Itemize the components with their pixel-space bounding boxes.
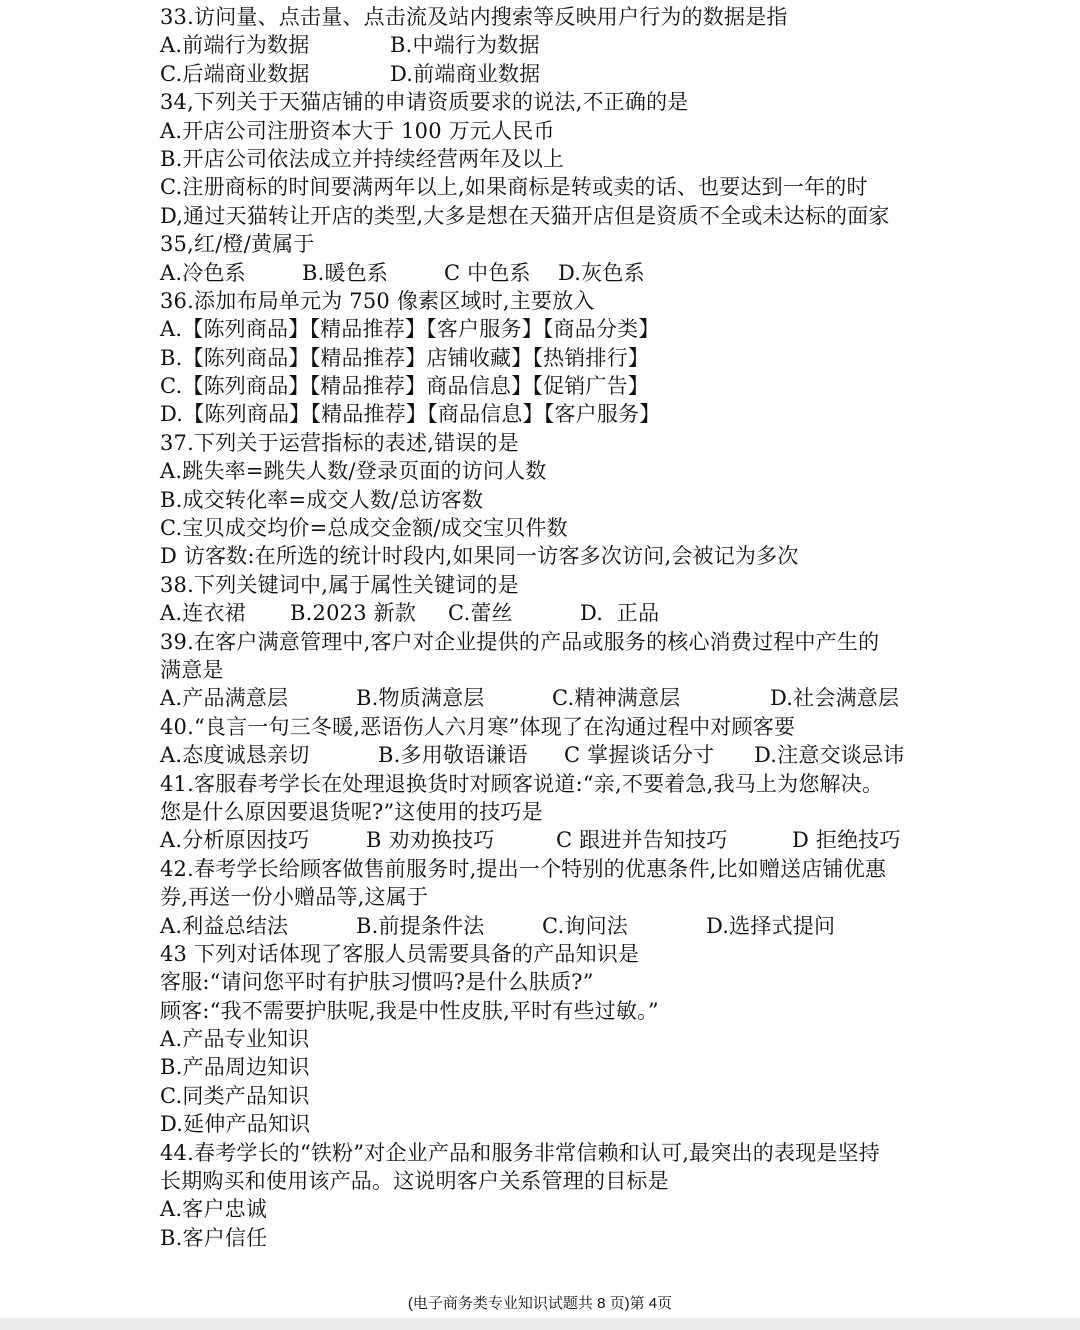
question-34-stem: 34,下列关于天猫店铺的申请资质要求的说法,不正确的是	[160, 90, 689, 115]
q38-option-c: C.蕾丝	[448, 601, 513, 626]
q36-option-a: A.【陈列商品】【精品推荐】【客户服务】【商品分类】	[160, 317, 660, 342]
q43-option-a: A.产品专业知识	[160, 1027, 310, 1052]
question-40-options	[160, 741, 960, 769]
question-42-options	[160, 912, 960, 940]
q39-option-b: B.物质满意层	[356, 686, 485, 711]
q37-option-d: D 访客数:在所选的统计时段内,如果同一访客多次访问,会被记为多次	[160, 544, 799, 569]
q42-option-c: C.询问法	[542, 913, 628, 938]
question-39-stem-line2: 满意是	[160, 657, 224, 682]
q39-option-a: A.产品满意层	[160, 686, 289, 711]
question-35-stem: 35,红/橙/黄属于	[160, 232, 315, 257]
q41-option-a: A.分析原因技巧	[160, 828, 310, 853]
question-41-options	[160, 826, 960, 854]
q34-option-d: D,通过天猫转让开店的类型,大多是想在天猫开店但是资质不全或未达标的面家	[160, 203, 890, 228]
question-33-stem: 33.访问量、点击量、点击流及站内搜索等反映用户行为的数据是指	[160, 5, 788, 29]
q33-option-b: B.中端行为数据	[390, 33, 540, 58]
q40-option-c: C 掌握谈话分寸	[564, 743, 715, 768]
q35-option-c: C 中色系	[444, 260, 531, 285]
question-44-stem-line2: 长期购买和使用该产品。这说明客户关系管理的目标是	[160, 1169, 669, 1194]
q35-option-d: D.灰色系	[558, 260, 645, 285]
question-33-options-row1	[160, 31, 960, 59]
q43-option-d: D.延伸产品知识	[160, 1112, 311, 1137]
question-36-stem: 36.添加布局单元为 750 像素区域时,主要放入	[160, 288, 595, 313]
q38-option-a: A.连衣裙	[160, 601, 246, 626]
q41-option-b: B 劝劝换技巧	[366, 828, 495, 853]
question-43-stem: 43 下列对话体现了客服人员需要具备的产品知识是	[160, 941, 640, 966]
q34-option-b: B.开店公司依法成立并持续经营两年及以上	[160, 146, 565, 171]
question-35-options	[160, 259, 960, 287]
q35-option-a: A.冷色系	[160, 260, 246, 285]
q36-option-d: D.【陈列商品】【精品推荐】【商品信息】【客户服务】	[160, 402, 661, 427]
page-footer: (电子商务类专业知识试题共 8 页)第 4页	[407, 1295, 673, 1312]
q40-option-a: A.态度诚恳亲切	[160, 743, 310, 768]
question-39-stem-line1: 39.在客户满意管理中,客户对企业提供的产品或服务的核心消费过程中产生的	[160, 629, 880, 654]
question-43-dialog-customer: 顾客:“我不需要护肤呢,我是中性皮肤,平时有些过敏。”	[160, 998, 659, 1023]
question-44-stem-line1: 44.春考学长的“铁粉”对企业产品和服务非常信赖和认可,最突出的表现是坚持	[160, 1140, 880, 1165]
q41-option-d: D 拒绝技巧	[792, 828, 901, 853]
question-40-stem: 40.“良言一句三冬暖,恶语伤人六月寒”体现了在沟通过程中对顾客要	[160, 714, 796, 739]
q33-option-a: A.前端行为数据	[160, 33, 310, 58]
q38-option-d: D. 正品	[580, 601, 660, 626]
q43-option-b: B.产品周边知识	[160, 1055, 310, 1080]
q37-option-c: C.宝贝成交均价=总成交金额/成交宝贝件数	[160, 516, 568, 541]
q39-option-c: C.精神满意层	[552, 686, 681, 711]
q38-option-b: B.2023 新款	[290, 601, 417, 626]
question-38-stem: 38.下列关键词中,属于属性关键词的是	[160, 572, 519, 597]
q36-option-b: B.【陈列商品】【精品推荐】店铺收藏】【热销排行】	[160, 345, 650, 370]
q40-option-d: D.注意交谈忌讳	[754, 743, 905, 768]
q37-option-b: B.成交转化率=成交人数/总访客数	[160, 487, 484, 512]
q40-option-b: B.多用敬语谦语	[378, 743, 528, 768]
bottom-edge-strip	[0, 1318, 1080, 1330]
question-41-stem-line1: 41.客服春考学长在处理退换货时对顾客说道:“亲,不要着急,我马上为您解决。	[160, 771, 884, 796]
q35-option-b: B.暖色系	[302, 260, 389, 285]
exam-page	[160, 3, 960, 1252]
q42-option-d: D.选择式提问	[706, 913, 836, 938]
question-41-stem-line2: 您是什么原因要退货呢?”这使用的技巧是	[160, 799, 543, 824]
q44-option-a: A.客户忠诚	[160, 1197, 268, 1222]
question-38-options	[160, 599, 960, 627]
q34-option-c: C.注册商标的时间要满两年以上,如果商标是转或卖的话、也要达到一年的时	[160, 175, 868, 200]
question-33-options-row2	[160, 60, 960, 88]
question-39-options	[160, 684, 960, 712]
q39-option-d: D.社会满意层	[770, 686, 900, 711]
q37-option-a: A.跳失率=跳失人数/登录页面的访问人数	[160, 459, 547, 484]
q33-option-c: C.后端商业数据	[160, 61, 310, 86]
q42-option-b: B.前提条件法	[356, 913, 485, 938]
q41-option-c: C 跟进并告知技巧	[556, 828, 728, 853]
q36-option-c: C.【陈列商品】【精品推荐】商品信息】【促销广告】	[160, 374, 649, 399]
q34-option-a: A.开店公司注册资本大于 100 万元人民币	[160, 118, 555, 143]
question-43-dialog-service: 客服:“请问您平时有护肤习惯吗?是什么肤质?”	[160, 970, 594, 995]
question-37-stem: 37.下列关于运营指标的表述,错误的是	[160, 430, 519, 455]
question-42-stem-line1: 42.春考学长给顾客做售前服务时,提出一个特别的优惠条件,比如赠送店铺优惠	[160, 856, 887, 881]
question-42-stem-line2: 券,再送一份小赠品等,这属于	[160, 885, 429, 910]
q42-option-a: A.利益总结法	[160, 913, 289, 938]
q44-option-b: B.客户信任	[160, 1225, 268, 1250]
q43-option-c: C.同类产品知识	[160, 1083, 310, 1108]
q33-option-d: D.前端商业数据	[390, 61, 541, 86]
